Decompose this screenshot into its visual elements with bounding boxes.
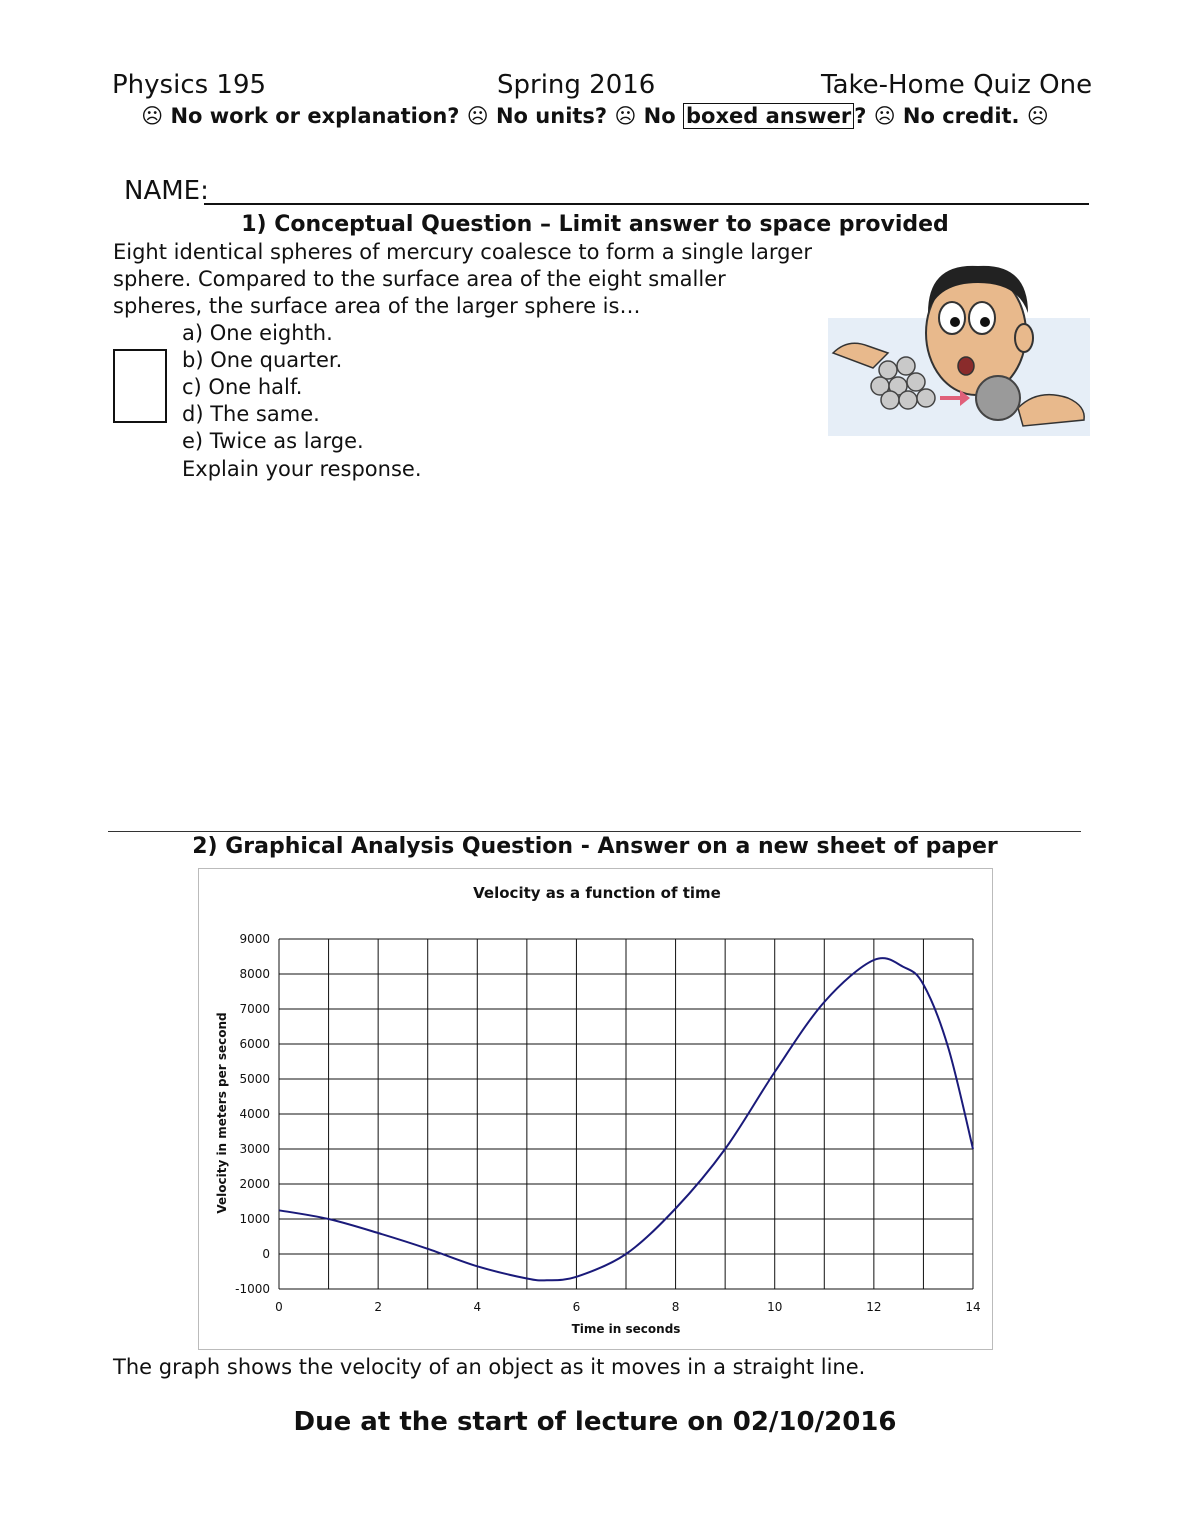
y-tick-label: 2000	[239, 1177, 270, 1191]
y-tick-label: 4000	[239, 1107, 270, 1121]
y-tick-label: 0	[262, 1247, 270, 1261]
option-a: a) One eighth.	[182, 321, 333, 345]
cartoon-pupil	[980, 317, 990, 327]
x-tick-label: 4	[473, 1300, 482, 1314]
x-tick-label: 2	[374, 1300, 382, 1314]
question-1-text-line: sphere. Compared to the surface area of the eight smaller	[113, 267, 726, 291]
y-tick-label: 5000	[239, 1072, 270, 1086]
question-1-title: 1) Conceptual Question – Limit answer to space provided	[241, 212, 949, 237]
term: Spring 2016	[497, 70, 656, 100]
option-c: c) One half.	[182, 375, 303, 399]
y-tick-label: 1000	[239, 1212, 270, 1226]
x-tick-label: 12	[866, 1300, 882, 1314]
small-sphere	[899, 391, 917, 409]
mercury-spheres-cartoon	[828, 258, 1090, 436]
graph-caption: The graph shows the velocity of an object as it moves in a straight line.	[113, 1355, 866, 1379]
frown-icon: ☹	[141, 104, 164, 128]
notice-part-3-end: ?	[854, 104, 867, 128]
y-tick-label: 9000	[239, 932, 270, 946]
boxed-answer-label: boxed answer	[683, 103, 854, 129]
cartoon-ear	[1015, 324, 1033, 352]
course-title: Physics 195	[112, 70, 267, 100]
option-d: d) The same.	[182, 402, 320, 426]
small-sphere	[917, 389, 935, 407]
y-tick-label: 7000	[239, 1002, 270, 1016]
frown-icon: ☹	[1026, 104, 1049, 128]
option-e: e) Twice as large.	[182, 429, 364, 453]
cartoon-pupil	[950, 317, 960, 327]
notice-part-2: No units?	[495, 104, 608, 128]
option-b: b) One quarter.	[182, 348, 343, 372]
notice-part-4: No credit.	[902, 104, 1020, 128]
x-tick-label: 8	[671, 1300, 680, 1314]
question-1-text-line: spheres, the surface area of the larger sphere is…	[113, 294, 641, 318]
grading-notice	[0, 104, 1190, 128]
large-sphere	[976, 376, 1020, 420]
small-sphere	[897, 357, 915, 375]
small-sphere	[907, 373, 925, 391]
small-sphere	[879, 361, 897, 379]
explain-prompt: Explain your response.	[182, 457, 422, 481]
name-field-line[interactable]	[204, 203, 1089, 205]
chart-title: Velocity as a function of time	[473, 884, 721, 902]
name-label: NAME:	[124, 176, 209, 206]
section-divider	[108, 831, 1081, 832]
cartoon-mouth	[958, 357, 974, 375]
answer-box[interactable]	[113, 349, 167, 423]
y-tick-label: 6000	[239, 1037, 270, 1051]
x-tick-label: 10	[767, 1300, 783, 1314]
x-tick-label: 6	[572, 1300, 581, 1314]
velocity-chart	[199, 869, 992, 1349]
question-2-title: 2) Graphical Analysis Question - Answer on a new sheet of paper	[192, 834, 998, 859]
x-tick-label: 0	[275, 1300, 283, 1314]
frown-icon: ☹	[873, 104, 896, 128]
small-sphere	[881, 391, 899, 409]
frown-icon: ☹	[466, 104, 489, 128]
notice-part-1: No work or explanation?	[170, 104, 460, 128]
notice-part-3: No	[643, 104, 676, 128]
frown-icon: ☹	[614, 104, 637, 128]
x-axis-label: Time in seconds	[571, 1322, 681, 1336]
question-1-text-line: Eight identical spheres of mercury coalesce to form a single larger	[113, 240, 813, 264]
y-tick-label: 3000	[239, 1142, 270, 1156]
y-tick-label: 8000	[239, 967, 270, 981]
quiz-title: Take-Home Quiz One	[821, 70, 1093, 100]
chart-frame	[198, 868, 993, 1350]
y-axis-label: Velocity in meters per second	[215, 1012, 229, 1214]
y-tick-label: -1000	[235, 1282, 270, 1296]
due-date: Due at the start of lecture on 02/10/2016	[293, 1407, 897, 1437]
x-tick-label: 14	[965, 1300, 981, 1314]
